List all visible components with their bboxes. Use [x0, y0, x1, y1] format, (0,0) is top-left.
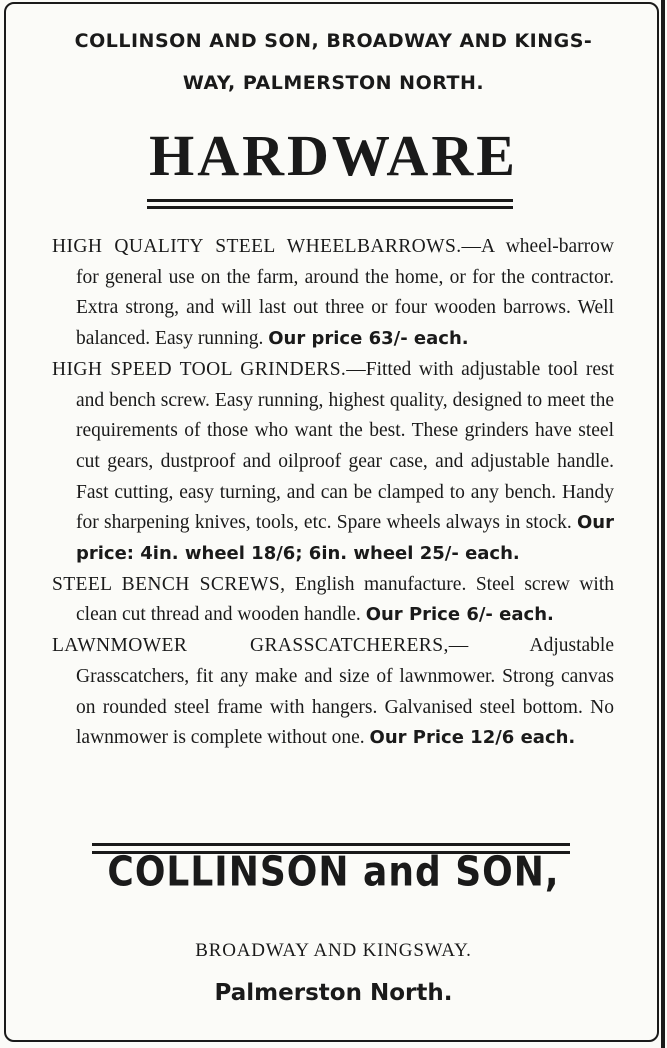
product-description: —Fitted with adjustable tool rest and bench screw. Easy running, highest quality, designed to meet the requirements of those who want the best. These grinders have steel cut gears, dustproof and oilproof gear case, and adjustable handle. Fast cutting, easy turning, and can be clamped to any bench. Handy for sharpening knives, tools, etc. Spare wheels always in stock. [76, 358, 615, 534]
product-price: Our price: 4in. wheel 18/6; 6in. wheel 25/- each. [76, 512, 614, 565]
title-rule-bottom [147, 206, 513, 209]
footer-rule-top [92, 843, 570, 846]
firm-address: BROADWAY AND KINGSWAY. [195, 940, 472, 961]
header-line-2: WAY, PALMERSTON NORTH. [182, 72, 485, 94]
product-description: — Adjustable Grasscatchers, fit any make and size of lawnmower. Strong canvas on rounded steel frame with hangers. Galvanised steel bottom. No lawnmower is complete without one. [76, 635, 614, 749]
product-description: English manufacture. Steel screw with clean cut thread and wooden handle. [76, 573, 614, 626]
firm-name: COLLINSON and SON, [107, 848, 560, 897]
product-list [52, 232, 614, 754]
product-item-wheelbarrows [52, 232, 614, 355]
product-price: Our Price 6/- each. [365, 604, 554, 626]
header-line-1: COLLINSON AND SON, BROADWAY AND KINGS- [74, 30, 593, 52]
product-item-grasscatchers [52, 631, 614, 754]
product-price: Our price 63/- each. [268, 328, 469, 350]
title-rule-top [147, 199, 513, 202]
product-description: —A wheel-barrow for general use on the farm, around the home, or for the contractor. Extra strong, and will last out three or four wooden barrows. Well balanced. Easy running. [76, 236, 614, 350]
product-heading: LAWNMOWER GRASSCATCHERERS, [52, 635, 449, 657]
product-heading: STEEL BENCH SCREWS, [52, 573, 286, 595]
product-item-bench-screws [52, 570, 614, 631]
product-heading: HIGH SPEED TOOL GRINDERS. [52, 358, 347, 380]
advert-title: HARDWARE [149, 123, 518, 188]
product-price: Our Price 12/6 each. [369, 727, 576, 749]
product-item-grinders [52, 355, 614, 570]
product-heading: HIGH QUALITY STEEL WHEELBARROWS. [52, 236, 462, 257]
firm-town: Palmerston North. [214, 980, 453, 1006]
